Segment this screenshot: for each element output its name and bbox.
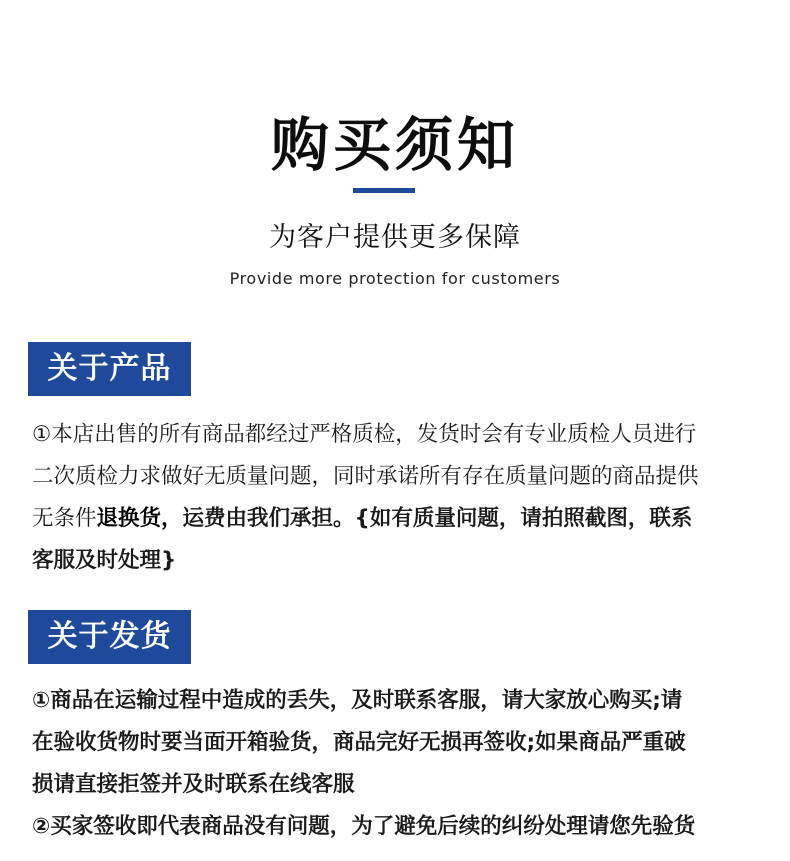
product-notice-line-3-post: 运费由我们承担。{如有质量问题，请拍照截图，联系: [182, 506, 693, 531]
section-header-shipping: 关于发货: [28, 610, 191, 664]
product-notice-line-4: 客服及时处理}: [32, 548, 177, 573]
shipping-notice-line-1: ①商品在运输过程中造成的丢失，及时联系客服，请大家放心购买;请: [32, 688, 683, 713]
product-notice-line-2: 二次质检力求做好无质量问题，同时承诺所有存在质量问题的商品提供: [32, 464, 699, 489]
product-notice-line-1: ①本店出售的所有商品都经过严格质检，发货时会有专业质检人员进行: [32, 422, 697, 447]
product-notice-paragraph: [32, 414, 767, 582]
title-underline: [353, 188, 415, 193]
subtitle-english: Provide more protection for customers: [229, 269, 561, 288]
shipping-notice-line-4: ②买家签收即代表商品没有问题，为了避免后续的纠纷处理请您先验货: [32, 814, 696, 839]
shipping-notice-line-2: 在验收货物时要当面开箱验货，商品完好无损再签收;如果商品严重破: [32, 730, 686, 755]
section-header-product: 关于产品: [28, 342, 191, 396]
product-notice-line-3: [32, 498, 767, 540]
shipping-notice-line-3: 损请直接拒签并及时联系在线客服: [32, 772, 355, 797]
page-title: 购买须知: [270, 111, 519, 179]
return-exchange-emphasis: 退换货，: [96, 506, 183, 531]
subtitle-chinese: 为客户提供更多保障: [269, 222, 521, 253]
shipping-notice-paragraph: [32, 680, 767, 848]
product-notice-line-3-pre: 无条件: [32, 506, 97, 531]
